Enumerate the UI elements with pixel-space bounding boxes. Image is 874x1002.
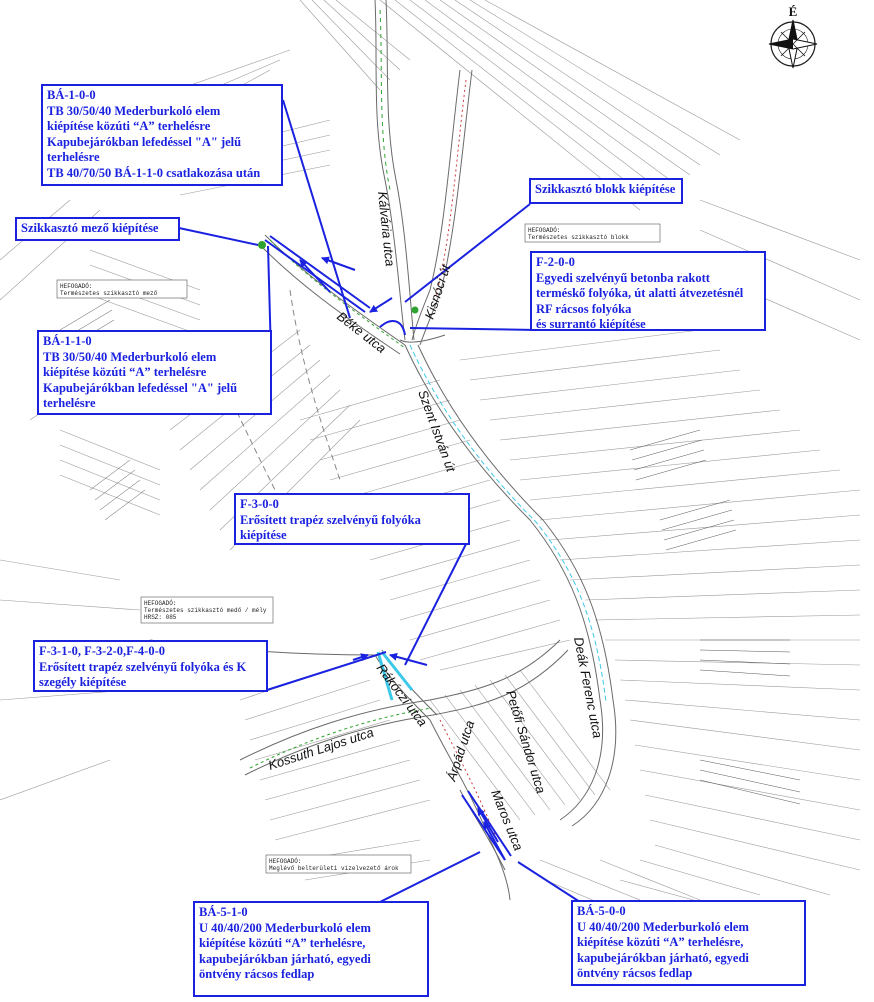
callout-ba-1-0-0 — [41, 84, 283, 186]
callout-ba-1-0-0-line5: terhelésre — [47, 150, 100, 165]
small-label-a-line1: HEFOGADÓ: — [528, 227, 561, 234]
street-deak: Deák Ferenc utca — [571, 635, 606, 740]
small-label-c — [141, 597, 273, 623]
callout-f-2-0-0-line2: Egyedi szelvényű betonba rakott — [536, 270, 710, 285]
street-maros: Maros utca — [488, 787, 527, 853]
street-kisnoci: Kisnóci út — [421, 262, 454, 321]
callout-ba-5-0-0-line5: öntvény rácsos fedlap — [577, 966, 693, 981]
callout-ba-1-0-0-line3: kiépítése közúti “A” terhelésre — [47, 119, 211, 134]
callout-ba-5-0-0-line3: kiépítése közúti “A” terhelésre, — [577, 935, 744, 950]
callout-szikkaszto-blokk-line1: Szikkasztó blokk kiépítése — [535, 182, 676, 196]
callout-f-3-0-0-line3: kiépítése — [240, 528, 287, 543]
small-label-c-line3: HRSZ: 085 — [144, 614, 177, 621]
callout-ba-1-1-0-line4: Kapubejárókban lefedéssel "A" jelű — [43, 380, 238, 395]
callout-ba-5-0-0-line1: BÁ-5-0-0 — [577, 904, 626, 918]
callout-f-3-0-0 — [234, 493, 470, 545]
compass-north-label: É — [788, 4, 798, 19]
small-label-a — [525, 224, 660, 242]
callout-ba-5-1-0 — [193, 901, 429, 997]
small-label-a-line2: Természetes szikkasztó blokk — [528, 234, 629, 241]
street-arpad: Árpád utca — [443, 718, 478, 783]
callout-szikkaszto-mezo-line1: Szikkasztó mező kiépítése — [21, 221, 159, 235]
callout-szikkaszto-mezo — [15, 217, 180, 241]
callout-f-3-0-0-line2: Erősített trapéz szelvényű folyóka — [240, 512, 421, 527]
callout-ba-1-1-0-line1: BÁ-1-1-0 — [43, 334, 92, 348]
callout-f-2-0-0-line1: F-2-0-0 — [536, 255, 575, 269]
callout-f-2-0-0-line4: RF rácsos folyóka — [536, 301, 632, 316]
callout-szikkaszto-blokk — [529, 178, 683, 204]
callout-ba-1-0-0-line1: BÁ-1-0-0 — [47, 88, 96, 102]
small-label-c-line2: Természetes szikkasztó medő / mély — [144, 607, 267, 614]
callout-f-2-0-0 — [530, 251, 766, 331]
callout-f-2-0-0-line5: és surrantó kiépítése — [536, 317, 646, 332]
callout-ba-1-1-0 — [37, 330, 272, 415]
small-label-d-line2: Meglévő belterületi vízelvezető árok — [269, 865, 399, 872]
callout-f-2-0-0-line3: terméskő folyóka, út alatti átvezetésnél — [536, 286, 744, 301]
callout-ba-5-0-0-line4: kapubejárókban járható, egyedi — [577, 950, 749, 965]
street-kossuth: Kossuth Lajos utca — [266, 724, 376, 773]
callout-f-3-1-0-line2: Erősített trapéz szelvényű folyóka és K — [39, 659, 247, 674]
small-label-b-line1: HEFOGADÓ: — [60, 283, 93, 290]
compass-icon — [769, 20, 817, 68]
callout-f-3-1-0 — [33, 640, 268, 692]
callout-ba-1-0-0-line4: Kapubejárókban lefedéssel "A" jelű — [47, 134, 242, 149]
callout-ba-5-1-0-line1: BÁ-5-1-0 — [199, 905, 248, 919]
callout-ba-1-0-0-line6: TB 40/70/50 BÁ-1-1-0 csatlakozása után — [47, 165, 261, 180]
street-beke: Béke utca — [334, 308, 389, 356]
street-rakoczi: Rákóczi utca — [373, 660, 431, 730]
callout-ba-5-1-0-line5: öntvény rácsos fedlap — [199, 967, 315, 982]
street-szent-istvan: Szent István út — [415, 387, 459, 474]
small-label-c-line1: HEFOGADÓ: — [144, 600, 177, 607]
callout-ba-5-1-0-line2: U 40/40/200 Mederburkoló elem — [199, 920, 371, 935]
flow-arrows — [300, 258, 505, 860]
callout-ba-5-1-0-line4: kapubejárókban járható, egyedi — [199, 951, 371, 966]
callout-f-3-1-0-line1: F-3-1-0, F-3-2-0,F-4-0-0 — [39, 644, 165, 658]
callout-ba-1-1-0-line5: terhelésre — [43, 396, 96, 411]
callout-ba-1-1-0-line3: kiépítése közúti “A” terhelésre — [43, 365, 207, 380]
street-petofi: Petőfi Sándor utca — [503, 688, 549, 796]
callout-f-3-1-0-line3: szegély kiépítése — [39, 675, 127, 690]
small-label-b-line2: Természetes szikkasztó mező — [60, 290, 158, 297]
street-kalvaria: Kálvária utca — [375, 190, 398, 268]
small-label-b — [57, 280, 187, 298]
small-label-d — [266, 855, 411, 873]
callout-f-3-0-0-line1: F-3-0-0 — [240, 497, 279, 511]
callout-ba-1-0-0-line2: TB 30/50/40 Mederburkoló elem — [47, 103, 221, 118]
small-label-d-line1: HEFOGADÓ: — [269, 858, 302, 865]
callout-ba-1-1-0-line2: TB 30/50/40 Mederburkoló elem — [43, 349, 217, 364]
callout-ba-5-1-0-line3: kiépítése közúti “A” terhelésre, — [199, 936, 366, 951]
callout-ba-5-0-0 — [571, 900, 806, 986]
callout-ba-5-0-0-line2: U 40/40/200 Mederburkoló elem — [577, 919, 749, 934]
